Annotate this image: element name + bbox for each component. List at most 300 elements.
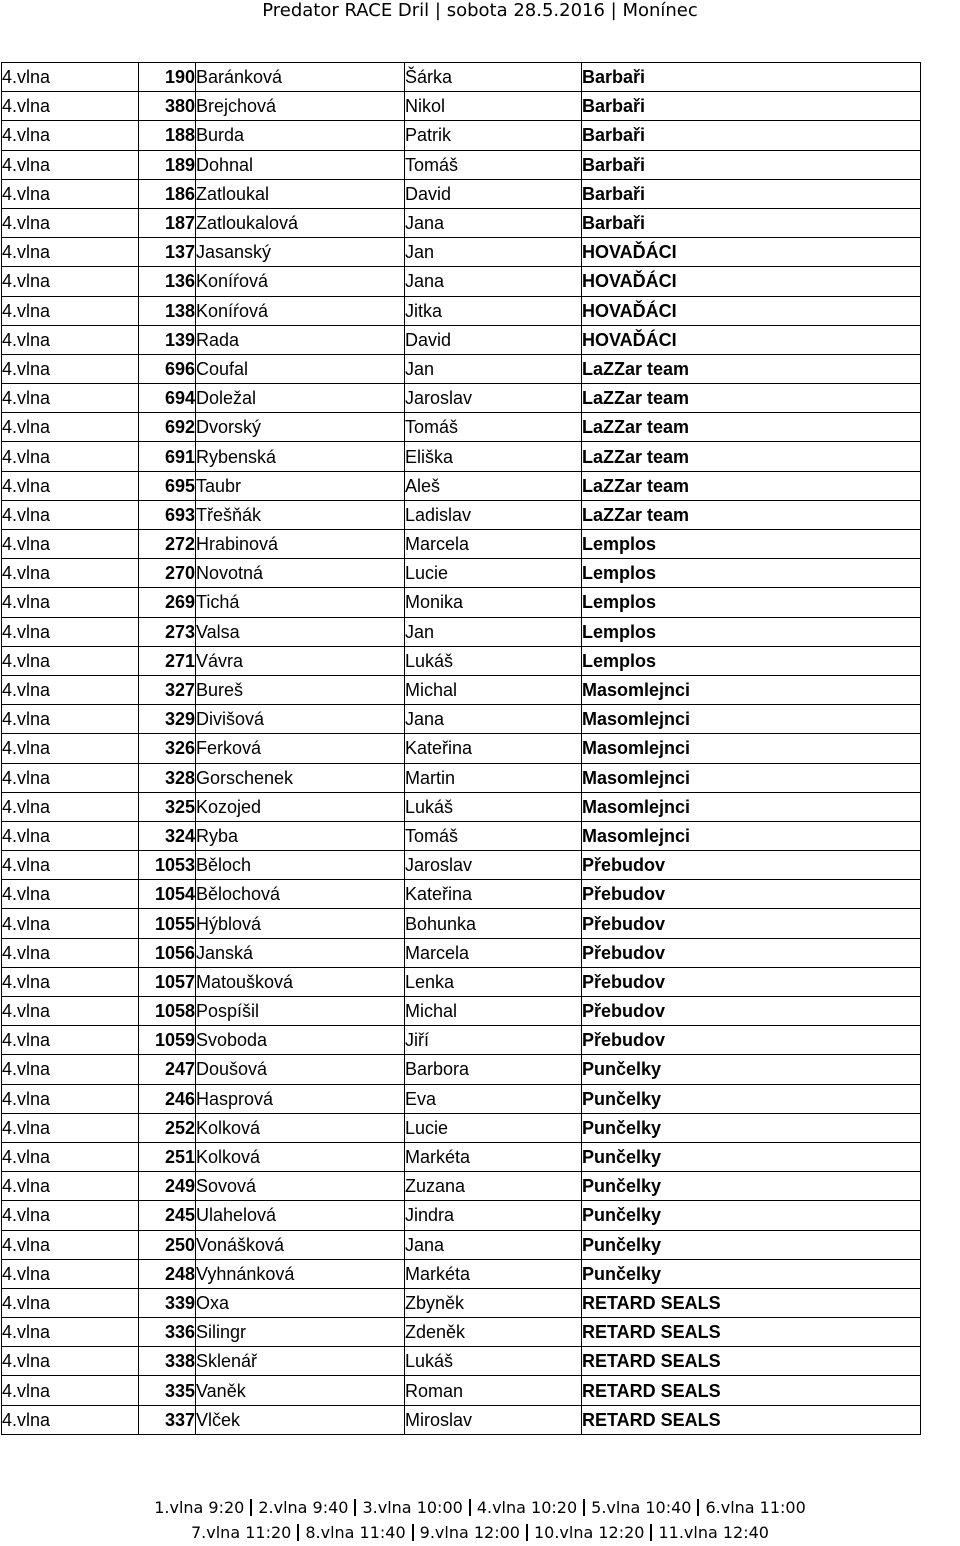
first-name-cell: Bohunka <box>405 909 582 938</box>
wave-cell: 4.vlna <box>2 909 139 938</box>
start-number-cell: 269 <box>139 588 196 617</box>
schedule-separator <box>354 1499 356 1516</box>
first-name-cell: Ladislav <box>405 500 582 529</box>
wave-cell: 4.vlna <box>2 442 139 471</box>
surname-cell: Vaněk <box>196 1376 405 1405</box>
wave-cell: 4.vlna <box>2 1172 139 1201</box>
table-row <box>2 121 921 150</box>
first-name-cell: Eliška <box>405 442 582 471</box>
schedule-item: 10.vlna 12:20 <box>533 1523 645 1542</box>
surname-cell: Vlček <box>196 1405 405 1434</box>
wave-cell: 4.vlna <box>2 150 139 179</box>
surname-cell: Jasanský <box>196 238 405 267</box>
table-row <box>2 471 921 500</box>
first-name-cell: Markéta <box>405 1142 582 1171</box>
start-number-cell: 1058 <box>139 997 196 1026</box>
start-number-cell: 248 <box>139 1259 196 1288</box>
team-cell: LaZZar team <box>582 384 921 413</box>
start-number-cell: 246 <box>139 1084 196 1113</box>
surname-cell: Oxa <box>196 1288 405 1317</box>
start-number-cell: 339 <box>139 1288 196 1317</box>
team-cell: Přebudov <box>582 851 921 880</box>
start-number-cell: 139 <box>139 325 196 354</box>
table-row <box>2 208 921 237</box>
wave-cell: 4.vlna <box>2 471 139 500</box>
wave-cell: 4.vlna <box>2 1201 139 1230</box>
wave-cell: 4.vlna <box>2 734 139 763</box>
surname-cell: Brejchová <box>196 92 405 121</box>
first-name-cell: Barbora <box>405 1055 582 1084</box>
participants-table <box>1 62 921 1435</box>
wave-cell: 4.vlna <box>2 880 139 909</box>
team-cell: HOVAĎÁCI <box>582 238 921 267</box>
start-number-cell: 245 <box>139 1201 196 1230</box>
surname-cell: Sovová <box>196 1172 405 1201</box>
wave-cell: 4.vlna <box>2 500 139 529</box>
schedule-item: 4.vlna 10:20 <box>476 1498 578 1517</box>
participants-table-body <box>2 63 921 1435</box>
start-number-cell: 1059 <box>139 1026 196 1055</box>
first-name-cell: Jaroslav <box>405 384 582 413</box>
table-row <box>2 267 921 296</box>
wave-cell: 4.vlna <box>2 1376 139 1405</box>
first-name-cell: Jana <box>405 208 582 237</box>
first-name-cell: Patrik <box>405 121 582 150</box>
surname-cell: Hasprová <box>196 1084 405 1113</box>
surname-cell: Pospíšil <box>196 997 405 1026</box>
first-name-cell: Jan <box>405 617 582 646</box>
start-number-cell: 329 <box>139 705 196 734</box>
team-cell: Masomlejnci <box>582 792 921 821</box>
table-row <box>2 675 921 704</box>
table-row <box>2 1026 921 1055</box>
first-name-cell: Lukáš <box>405 1347 582 1376</box>
surname-cell: Běloch <box>196 851 405 880</box>
table-row <box>2 530 921 559</box>
table-row <box>2 384 921 413</box>
surname-cell: Bureš <box>196 675 405 704</box>
wave-cell: 4.vlna <box>2 792 139 821</box>
start-number-cell: 1055 <box>139 909 196 938</box>
wave-cell: 4.vlna <box>2 967 139 996</box>
start-number-cell: 189 <box>139 150 196 179</box>
surname-cell: Doušová <box>196 1055 405 1084</box>
table-row <box>2 63 921 92</box>
first-name-cell: Michal <box>405 997 582 1026</box>
team-cell: Barbaři <box>582 121 921 150</box>
start-number-cell: 187 <box>139 208 196 237</box>
start-number-cell: 338 <box>139 1347 196 1376</box>
schedule-item: 3.vlna 10:00 <box>362 1498 463 1517</box>
start-number-cell: 326 <box>139 734 196 763</box>
first-name-cell: Jana <box>405 267 582 296</box>
start-number-cell: 695 <box>139 471 196 500</box>
team-cell: Masomlejnci <box>582 675 921 704</box>
table-row <box>2 442 921 471</box>
table-row <box>2 1113 921 1142</box>
table-row <box>2 500 921 529</box>
surname-cell: Taubr <box>196 471 405 500</box>
team-cell: RETARD SEALS <box>582 1376 921 1405</box>
first-name-cell: Eva <box>405 1084 582 1113</box>
surname-cell: Dohnal <box>196 150 405 179</box>
team-cell: Přebudov <box>582 909 921 938</box>
wave-cell: 4.vlna <box>2 121 139 150</box>
start-number-cell: 249 <box>139 1172 196 1201</box>
team-cell: Lemplos <box>582 588 921 617</box>
table-row <box>2 1318 921 1347</box>
table-row <box>2 1288 921 1317</box>
team-cell: Přebudov <box>582 997 921 1026</box>
team-cell: Punčelky <box>582 1084 921 1113</box>
surname-cell: Coufal <box>196 354 405 383</box>
schedule-separator <box>697 1499 699 1516</box>
first-name-cell: David <box>405 325 582 354</box>
team-cell: Přebudov <box>582 938 921 967</box>
schedule-item: 9.vlna 12:00 <box>419 1523 520 1542</box>
wave-schedule <box>0 1495 960 1545</box>
schedule-separator <box>412 1524 414 1541</box>
team-cell: Masomlejnci <box>582 763 921 792</box>
page-header <box>0 0 960 28</box>
first-name-cell: Kateřina <box>405 734 582 763</box>
schedule-separator <box>297 1524 299 1541</box>
surname-cell: Koníŕová <box>196 267 405 296</box>
start-number-cell: 693 <box>139 500 196 529</box>
team-cell: Punčelky <box>582 1230 921 1259</box>
team-cell: RETARD SEALS <box>582 1405 921 1434</box>
start-number-cell: 691 <box>139 442 196 471</box>
team-cell: RETARD SEALS <box>582 1288 921 1317</box>
first-name-cell: Aleš <box>405 471 582 500</box>
surname-cell: Vonášková <box>196 1230 405 1259</box>
surname-cell: Novotná <box>196 559 405 588</box>
first-name-cell: Jan <box>405 238 582 267</box>
start-number-cell: 327 <box>139 675 196 704</box>
table-row <box>2 997 921 1026</box>
surname-cell: Tichá <box>196 588 405 617</box>
wave-cell: 4.vlna <box>2 1230 139 1259</box>
team-cell: Přebudov <box>582 967 921 996</box>
surname-cell: Dvorský <box>196 413 405 442</box>
start-number-cell: 136 <box>139 267 196 296</box>
wave-cell: 4.vlna <box>2 938 139 967</box>
table-row <box>2 1376 921 1405</box>
wave-cell: 4.vlna <box>2 1142 139 1171</box>
first-name-cell: Jiří <box>405 1026 582 1055</box>
team-cell: Přebudov <box>582 880 921 909</box>
surname-cell: Hýblová <box>196 909 405 938</box>
start-number-cell: 692 <box>139 413 196 442</box>
team-cell: Punčelky <box>582 1259 921 1288</box>
team-cell: Barbaři <box>582 208 921 237</box>
surname-cell: Gorschenek <box>196 763 405 792</box>
first-name-cell: Lucie <box>405 1113 582 1142</box>
wave-cell: 4.vlna <box>2 1055 139 1084</box>
schedule-separator <box>250 1499 252 1516</box>
first-name-cell: Jana <box>405 1230 582 1259</box>
wave-cell: 4.vlna <box>2 354 139 383</box>
first-name-cell: Michal <box>405 675 582 704</box>
table-row <box>2 851 921 880</box>
start-number-cell: 696 <box>139 354 196 383</box>
surname-cell: Ferková <box>196 734 405 763</box>
table-row <box>2 354 921 383</box>
wave-cell: 4.vlna <box>2 1084 139 1113</box>
wave-cell: 4.vlna <box>2 179 139 208</box>
start-number-cell: 251 <box>139 1142 196 1171</box>
wave-cell: 4.vlna <box>2 325 139 354</box>
table-row <box>2 938 921 967</box>
table-row <box>2 413 921 442</box>
start-number-cell: 1056 <box>139 938 196 967</box>
start-number-cell: 380 <box>139 92 196 121</box>
wave-cell: 4.vlna <box>2 763 139 792</box>
surname-cell: Zatloukalová <box>196 208 405 237</box>
first-name-cell: Šárka <box>405 63 582 92</box>
start-number-cell: 336 <box>139 1318 196 1347</box>
start-number-cell: 694 <box>139 384 196 413</box>
wave-cell: 4.vlna <box>2 821 139 850</box>
wave-cell: 4.vlna <box>2 267 139 296</box>
table-row <box>2 1230 921 1259</box>
start-number-cell: 335 <box>139 1376 196 1405</box>
team-cell: Masomlejnci <box>582 705 921 734</box>
schedule-separator <box>469 1499 471 1516</box>
table-row <box>2 1172 921 1201</box>
surname-cell: Doležal <box>196 384 405 413</box>
surname-cell: Ryba <box>196 821 405 850</box>
table-row <box>2 179 921 208</box>
team-cell: Punčelky <box>582 1055 921 1084</box>
start-number-cell: 188 <box>139 121 196 150</box>
table-row <box>2 1405 921 1434</box>
first-name-cell: Kateřina <box>405 880 582 909</box>
first-name-cell: Jan <box>405 354 582 383</box>
team-cell: Punčelky <box>582 1201 921 1230</box>
wave-cell: 4.vlna <box>2 1113 139 1142</box>
wave-cell: 4.vlna <box>2 617 139 646</box>
start-number-cell: 337 <box>139 1405 196 1434</box>
first-name-cell: Lucie <box>405 559 582 588</box>
table-row <box>2 617 921 646</box>
wave-cell: 4.vlna <box>2 588 139 617</box>
team-cell: LaZZar team <box>582 442 921 471</box>
first-name-cell: Lukáš <box>405 646 582 675</box>
wave-cell: 4.vlna <box>2 296 139 325</box>
table-row <box>2 734 921 763</box>
surname-cell: Vávra <box>196 646 405 675</box>
first-name-cell: Monika <box>405 588 582 617</box>
team-cell: Barbaři <box>582 63 921 92</box>
team-cell: LaZZar team <box>582 500 921 529</box>
team-cell: LaZZar team <box>582 413 921 442</box>
start-number-cell: 250 <box>139 1230 196 1259</box>
surname-cell: Vyhnánková <box>196 1259 405 1288</box>
surname-cell: Kozojed <box>196 792 405 821</box>
first-name-cell: Jitka <box>405 296 582 325</box>
table-row <box>2 1347 921 1376</box>
surname-cell: Svoboda <box>196 1026 405 1055</box>
surname-cell: Sklenář <box>196 1347 405 1376</box>
team-cell: Barbaři <box>582 92 921 121</box>
table-row <box>2 967 921 996</box>
schedule-item: 2.vlna 9:40 <box>258 1498 349 1517</box>
wave-cell: 4.vlna <box>2 1259 139 1288</box>
schedule-item: 6.vlna 11:00 <box>705 1498 806 1517</box>
first-name-cell: Jana <box>405 705 582 734</box>
team-cell: HOVAĎÁCI <box>582 267 921 296</box>
table-row <box>2 238 921 267</box>
team-cell: Barbaři <box>582 150 921 179</box>
surname-cell: Bělochová <box>196 880 405 909</box>
surname-cell: Třešňák <box>196 500 405 529</box>
start-number-cell: 325 <box>139 792 196 821</box>
first-name-cell: David <box>405 179 582 208</box>
first-name-cell: Jindra <box>405 1201 582 1230</box>
team-cell: HOVAĎÁCI <box>582 325 921 354</box>
wave-cell: 4.vlna <box>2 413 139 442</box>
team-cell: Lemplos <box>582 559 921 588</box>
start-number-cell: 1054 <box>139 880 196 909</box>
surname-cell: Ulahelová <box>196 1201 405 1230</box>
start-number-cell: 252 <box>139 1113 196 1142</box>
schedule-separator <box>650 1524 652 1541</box>
schedule-item: 11.vlna 12:40 <box>658 1523 769 1542</box>
surname-cell: Rybenská <box>196 442 405 471</box>
first-name-cell: Zuzana <box>405 1172 582 1201</box>
start-number-cell: 138 <box>139 296 196 325</box>
start-number-cell: 1057 <box>139 967 196 996</box>
start-number-cell: 137 <box>139 238 196 267</box>
wave-cell: 4.vlna <box>2 997 139 1026</box>
first-name-cell: Tomáš <box>405 413 582 442</box>
table-row <box>2 1201 921 1230</box>
team-cell: Lemplos <box>582 646 921 675</box>
wave-cell: 4.vlna <box>2 1026 139 1055</box>
wave-cell: 4.vlna <box>2 1318 139 1347</box>
surname-cell: Kolková <box>196 1113 405 1142</box>
wave-cell: 4.vlna <box>2 384 139 413</box>
first-name-cell: Tomáš <box>405 821 582 850</box>
wave-cell: 4.vlna <box>2 1347 139 1376</box>
first-name-cell: Zbyněk <box>405 1288 582 1317</box>
wave-cell: 4.vlna <box>2 63 139 92</box>
first-name-cell: Tomáš <box>405 150 582 179</box>
table-row <box>2 1142 921 1171</box>
wave-cell: 4.vlna <box>2 530 139 559</box>
wave-cell: 4.vlna <box>2 1405 139 1434</box>
team-cell: RETARD SEALS <box>582 1318 921 1347</box>
table-row <box>2 559 921 588</box>
team-cell: Punčelky <box>582 1172 921 1201</box>
start-number-cell: 324 <box>139 821 196 850</box>
start-number-cell: 328 <box>139 763 196 792</box>
header-title: Predator RACE Dril | sobota 28.5.2016 | Monínec <box>262 0 698 21</box>
first-name-cell: Jaroslav <box>405 851 582 880</box>
schedule-separator <box>583 1499 585 1516</box>
table-row <box>2 150 921 179</box>
wave-schedule-line-1 <box>0 1495 960 1520</box>
first-name-cell: Lukáš <box>405 792 582 821</box>
wave-cell: 4.vlna <box>2 646 139 675</box>
schedule-item: 5.vlna 10:40 <box>591 1498 692 1517</box>
wave-cell: 4.vlna <box>2 675 139 704</box>
table-row <box>2 588 921 617</box>
team-cell: Punčelky <box>582 1113 921 1142</box>
team-cell: RETARD SEALS <box>582 1347 921 1376</box>
table-row <box>2 1259 921 1288</box>
first-name-cell: Zdeněk <box>405 1318 582 1347</box>
wave-cell: 4.vlna <box>2 1288 139 1317</box>
first-name-cell: Nikol <box>405 92 582 121</box>
table-row <box>2 763 921 792</box>
start-number-cell: 1053 <box>139 851 196 880</box>
surname-cell: Matoušková <box>196 967 405 996</box>
schedule-item: 8.vlna 11:40 <box>305 1523 406 1542</box>
team-cell: Masomlejnci <box>582 821 921 850</box>
table-row <box>2 792 921 821</box>
start-number-cell: 186 <box>139 179 196 208</box>
surname-cell: Divišová <box>196 705 405 734</box>
first-name-cell: Lenka <box>405 967 582 996</box>
surname-cell: Koníŕová <box>196 296 405 325</box>
first-name-cell: Markéta <box>405 1259 582 1288</box>
table-row <box>2 880 921 909</box>
start-number-cell: 247 <box>139 1055 196 1084</box>
wave-cell: 4.vlna <box>2 705 139 734</box>
surname-cell: Kolková <box>196 1142 405 1171</box>
table-row <box>2 296 921 325</box>
table-row <box>2 1055 921 1084</box>
first-name-cell: Marcela <box>405 530 582 559</box>
wave-cell: 4.vlna <box>2 92 139 121</box>
start-number-cell: 272 <box>139 530 196 559</box>
wave-cell: 4.vlna <box>2 238 139 267</box>
start-number-cell: 271 <box>139 646 196 675</box>
start-number-cell: 273 <box>139 617 196 646</box>
start-number-cell: 270 <box>139 559 196 588</box>
first-name-cell: Miroslav <box>405 1405 582 1434</box>
table-row <box>2 646 921 675</box>
surname-cell: Baránková <box>196 63 405 92</box>
surname-cell: Hrabinová <box>196 530 405 559</box>
start-number-cell: 190 <box>139 63 196 92</box>
team-cell: HOVAĎÁCI <box>582 296 921 325</box>
team-cell: Barbaři <box>582 179 921 208</box>
schedule-separator <box>526 1524 528 1541</box>
table-row <box>2 909 921 938</box>
surname-cell: Rada <box>196 325 405 354</box>
table-row <box>2 705 921 734</box>
surname-cell: Burda <box>196 121 405 150</box>
team-cell: Lemplos <box>582 617 921 646</box>
table-row <box>2 1084 921 1113</box>
team-cell: Masomlejnci <box>582 734 921 763</box>
surname-cell: Janská <box>196 938 405 967</box>
team-cell: LaZZar team <box>582 471 921 500</box>
table-row <box>2 325 921 354</box>
surname-cell: Silingr <box>196 1318 405 1347</box>
schedule-item: 7.vlna 11:20 <box>191 1523 292 1542</box>
surname-cell: Valsa <box>196 617 405 646</box>
surname-cell: Zatloukal <box>196 179 405 208</box>
first-name-cell: Marcela <box>405 938 582 967</box>
first-name-cell: Martin <box>405 763 582 792</box>
first-name-cell: Roman <box>405 1376 582 1405</box>
wave-cell: 4.vlna <box>2 851 139 880</box>
table-row <box>2 92 921 121</box>
